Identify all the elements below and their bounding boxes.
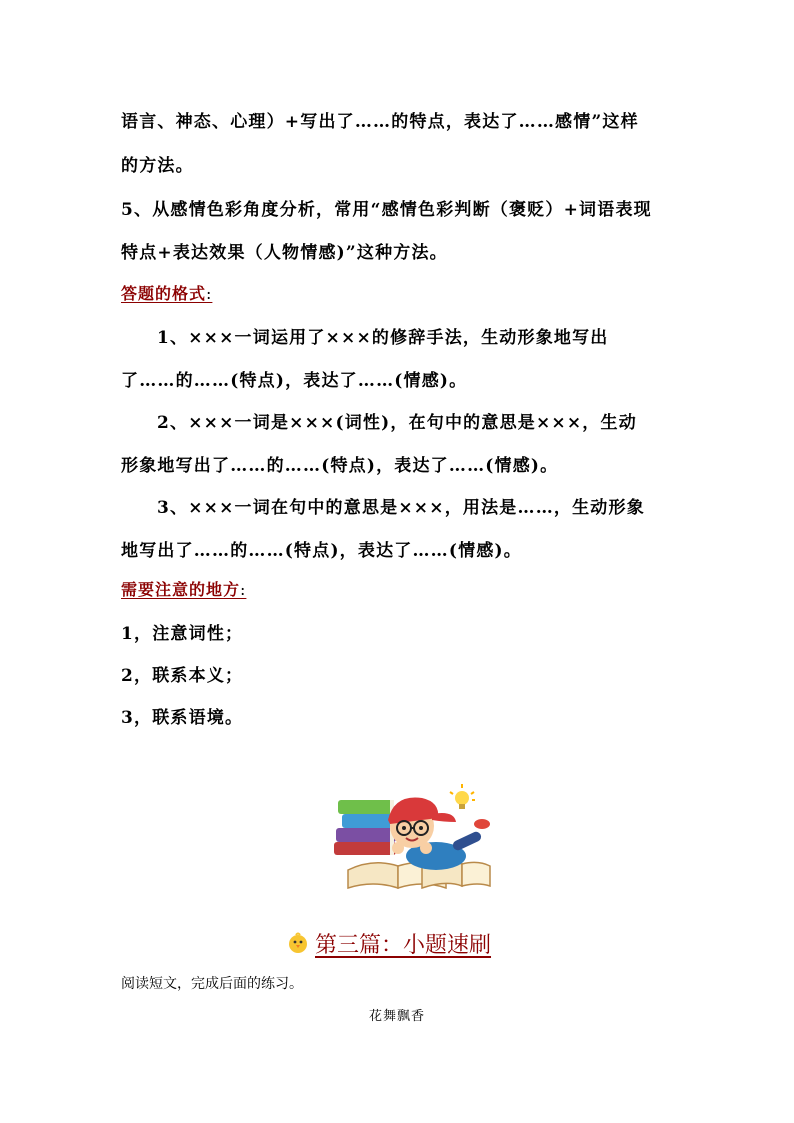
answer-format-item-1-cont: 了……的……(特点)，表达了……(情感)。 xyxy=(121,371,468,391)
answer-format-item-1: 1、×××一词运用了×××的修辞手法，生动形象地写出 xyxy=(157,328,609,348)
boy-reading-books-illustration xyxy=(328,780,496,892)
notes-heading xyxy=(121,577,246,600)
answer-format-item-3-cont: 地写出了……的……(特点)，表达了……(情感)。 xyxy=(121,541,522,561)
body-line-2: 的方法。 xyxy=(121,156,194,176)
lightbulb-icon xyxy=(450,784,475,809)
answer-format-heading xyxy=(121,281,212,304)
exercise-instruction: 阅读短文，完成后面的练习。 xyxy=(121,976,303,992)
note-item-2: 2，联系本义； xyxy=(121,666,244,686)
passage-title: 花舞飘香 xyxy=(368,1009,425,1024)
body-line-4: 特点+表达效果（人物情感)”这种方法。 xyxy=(121,243,448,263)
answer-format-heading-colon: : xyxy=(206,284,213,303)
notes-heading-colon: : xyxy=(240,580,247,599)
answer-format-item-3: 3、×××一词在句中的意思是×××，用法是……，生动形象 xyxy=(157,498,645,518)
note-item-3: 3，联系语境。 xyxy=(121,708,244,728)
answer-format-heading-text: 答题的格式 xyxy=(121,284,207,303)
note-item-1: 1，注意词性； xyxy=(121,624,244,644)
body-line-3: 5、从感情色彩角度分析，常用“感情色彩判断（褒贬）+词语表现 xyxy=(121,200,652,220)
chick-icon xyxy=(287,932,309,954)
section-title xyxy=(287,928,491,958)
notes-heading-text: 需要注意的地方 xyxy=(121,580,241,599)
section-title-text: 第三篇：小题速刷 xyxy=(315,932,492,958)
answer-format-item-2-cont: 形象地写出了……的……(特点)，表达了……(情感)。 xyxy=(121,456,559,476)
body-line-1: 语言、神态、心理）+写出了……的特点，表达了……感情”这样 xyxy=(121,112,639,132)
answer-format-item-2: 2、×××一词是×××(词性)，在句中的意思是×××，生动 xyxy=(157,413,637,433)
